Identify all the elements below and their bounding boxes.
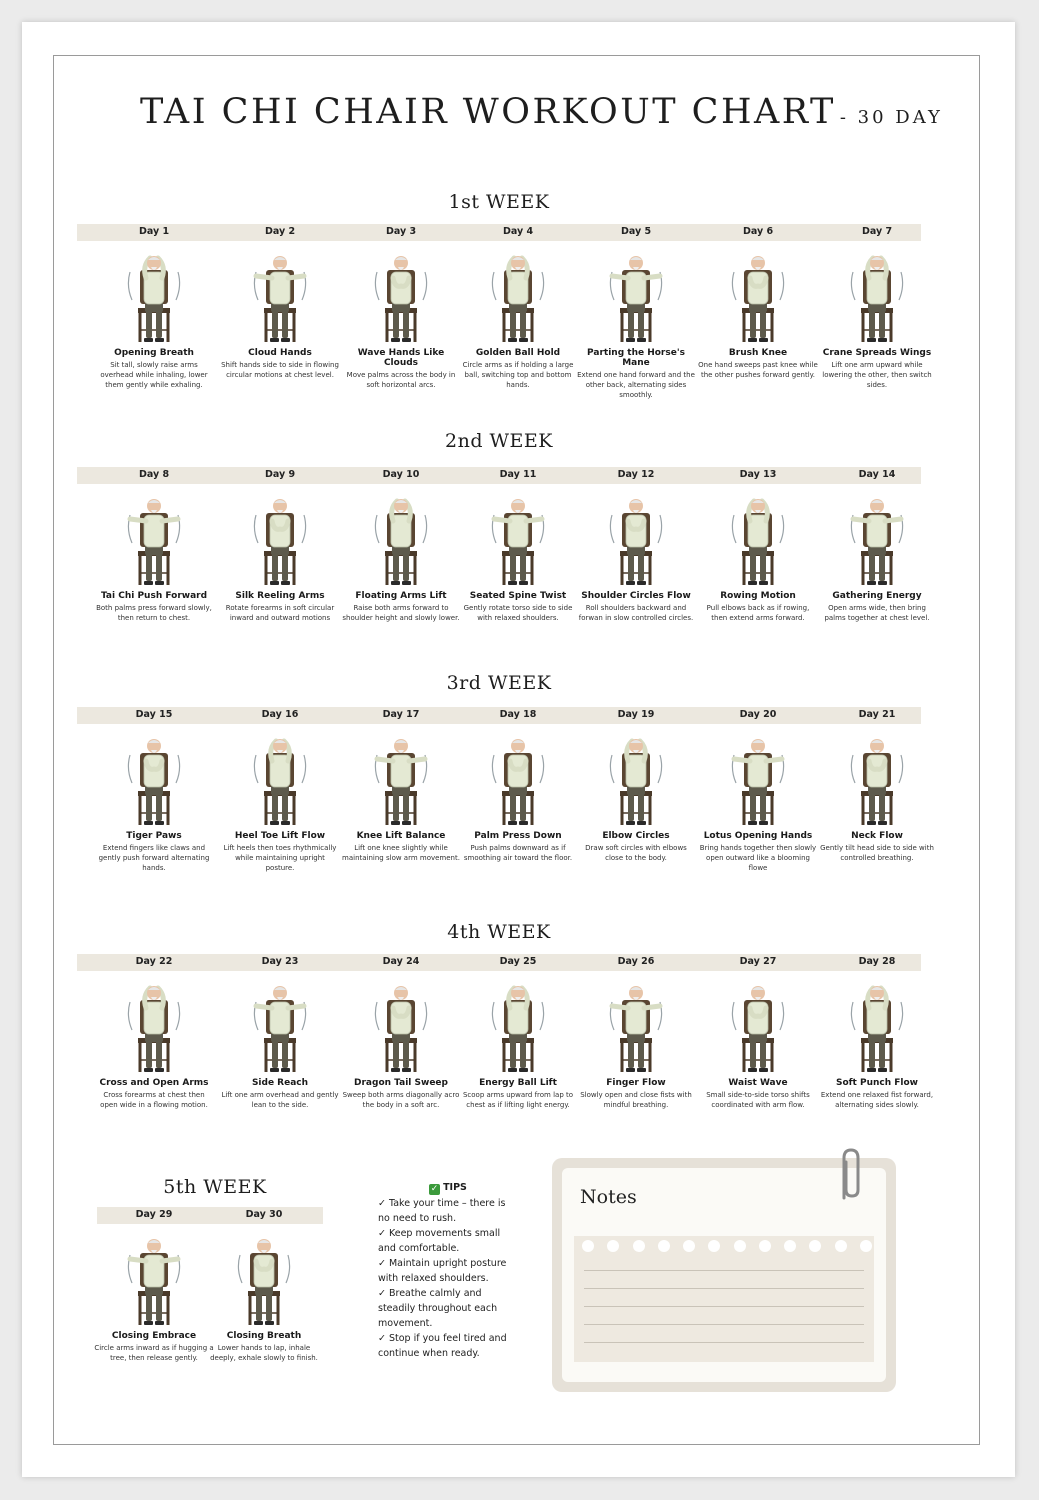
title-text: TAI CHI CHAIR WORKOUT CHART — [140, 92, 836, 132]
page-title — [140, 92, 943, 132]
exercise-name: Waist Wave — [728, 1078, 788, 1088]
exercise-name: Tiger Paws — [126, 831, 182, 841]
exercise-name: Energy Ball Lift — [479, 1078, 557, 1088]
tip-item: ✓ Maintain upright posture with relaxed shoulders. — [378, 1258, 507, 1284]
day-label: Day 22 — [135, 956, 173, 967]
exercise-description: Bring hands together then slowly open outward like a blooming flowe — [699, 844, 817, 872]
exercise-figure — [606, 976, 666, 1076]
exercise-name: Silk Reeling Arms — [235, 591, 325, 601]
tip-text: Keep movements small and comfortable. — [378, 1228, 501, 1254]
day-label: Day 25 — [499, 956, 537, 967]
exercise-name: Neck Flow — [851, 831, 903, 841]
day-label: Day 27 — [739, 956, 777, 967]
hole — [759, 1240, 771, 1252]
exercise-name: Crane Spreads Wings — [822, 348, 932, 358]
exercise-name: Golden Ball Hold — [475, 348, 561, 358]
hole — [607, 1240, 619, 1252]
exercise-description: Push palms downward as if smoothing air toward the floor. — [463, 844, 573, 862]
note-line — [584, 1270, 864, 1271]
exercise-figure — [847, 246, 907, 346]
tip-item: ✓ Take your time – there is no need to rush. — [378, 1198, 506, 1224]
exercise-figure — [847, 976, 907, 1076]
exercise-figure — [847, 489, 907, 589]
title-subtitle: - 30 DAY — [839, 107, 943, 128]
exercise-figure — [728, 489, 788, 589]
exercise-description: Pull elbows back as if rowing, then extend arms forward. — [706, 604, 810, 622]
paperclip-icon — [832, 1146, 868, 1204]
week-title: 2nd WEEK — [445, 430, 553, 452]
exercise-description: Extend one relaxed fist forward, alternating sides slowly. — [820, 1091, 934, 1109]
week-title: 1st WEEK — [448, 191, 550, 213]
tip-text: Breathe calmly and steadily throughout each movement. — [378, 1288, 498, 1329]
exercise-card — [458, 246, 578, 390]
hole — [835, 1240, 847, 1252]
tips-heading — [378, 1180, 518, 1195]
hole — [708, 1240, 720, 1252]
day-label: Day 2 — [264, 226, 296, 237]
exercise-name: Cloud Hands — [248, 348, 312, 358]
tips-panel — [378, 1180, 518, 1361]
exercise-description: Gently tilt head side to side with controlled breathing. — [820, 844, 934, 862]
exercise-card — [341, 976, 461, 1110]
exercise-description: Shift hands side to side in flowing circular motions at chest level. — [221, 361, 339, 379]
exercise-name: Soft Punch Flow — [835, 1078, 919, 1088]
exercise-description: Move palms across the body in soft horizontal arcs. — [346, 371, 456, 389]
exercise-description: Scoop arms upward from lap to chest as if lifting light energy. — [462, 1091, 574, 1109]
tip-text: Stop if you feel tired and continue when ready. — [378, 1333, 507, 1359]
day-header-bar — [97, 1207, 323, 1224]
exercise-card — [341, 729, 461, 863]
exercise-figure — [250, 976, 310, 1076]
exercise-card — [698, 976, 818, 1110]
exercise-name: Parting the Horse's Mane — [587, 348, 685, 368]
exercise-figure — [124, 246, 184, 346]
exercise-name: Closing Embrace — [111, 1331, 197, 1341]
day-label: Day 23 — [261, 956, 299, 967]
day-label: Day 9 — [264, 469, 296, 480]
hole — [683, 1240, 695, 1252]
exercise-figure — [250, 729, 310, 829]
exercise-description: Circle arms inward as if hugging a tree, then release gently. — [94, 1344, 214, 1362]
hole — [734, 1240, 746, 1252]
notepad-holes — [582, 1240, 872, 1254]
exercise-figure — [250, 246, 310, 346]
exercise-description: Sweep both arms diagonally acro the body in a soft arc. — [342, 1091, 460, 1109]
notes-title: Notes — [580, 1186, 637, 1208]
day-header-bar — [77, 467, 921, 484]
exercise-card — [458, 489, 578, 623]
day-label: Day 1 — [138, 226, 170, 237]
exercise-name: Knee Lift Balance — [356, 831, 446, 841]
exercise-figure — [488, 976, 548, 1076]
exercise-card — [94, 246, 214, 390]
day-header-bar — [77, 224, 921, 241]
exercise-figure — [124, 976, 184, 1076]
exercise-card — [94, 489, 214, 623]
exercise-description: Lift heels then toes rhythmically while maintaining upright posture. — [223, 844, 337, 872]
note-line — [584, 1324, 864, 1325]
exercise-description: Open arms wide, then bring palms together at chest level. — [824, 604, 930, 622]
tip-text: Take your time – there is no need to rush. — [378, 1198, 506, 1224]
exercise-name: Finger Flow — [606, 1078, 666, 1088]
note-line — [584, 1306, 864, 1307]
day-label: Day 10 — [382, 469, 420, 480]
day-label: Day 11 — [499, 469, 537, 480]
exercise-card — [220, 489, 340, 623]
exercise-description: Lift one knee slightly while maintaining slow arm movement. — [342, 844, 460, 862]
day-label: Day 5 — [620, 226, 652, 237]
exercise-card — [817, 489, 937, 623]
day-label: Day 30 — [245, 1209, 283, 1220]
day-label: Day 15 — [135, 709, 173, 720]
notes-panel — [552, 1158, 896, 1392]
week-title: 5th WEEK — [163, 1176, 267, 1198]
exercise-description: Lift one arm upward while lowering the other, then switch sides. — [822, 361, 932, 389]
exercise-figure — [371, 489, 431, 589]
day-label: Day 19 — [617, 709, 655, 720]
exercise-card — [698, 246, 818, 380]
day-label: Day 7 — [861, 226, 893, 237]
exercise-description: Extend one hand forward and the other back, alternating sides smoothly. — [577, 371, 695, 399]
day-label: Day 3 — [385, 226, 417, 237]
exercise-description: Sit tall, slowly raise arms overhead while inhaling, lower them gently while exhaling. — [100, 361, 208, 389]
exercise-description: Lower hands to lap, inhale deeply, exhale slowly to finish. — [210, 1344, 318, 1362]
exercise-name: Cross and Open Arms — [99, 1078, 209, 1088]
exercise-figure — [847, 729, 907, 829]
exercise-figure — [728, 246, 788, 346]
exercise-card — [94, 729, 214, 873]
exercise-card — [576, 246, 696, 400]
exercise-card — [220, 729, 340, 873]
day-label: Day 21 — [858, 709, 896, 720]
exercise-name: Side Reach — [251, 1078, 309, 1088]
hole — [860, 1240, 872, 1252]
exercise-card — [220, 976, 340, 1110]
exercise-name: Gathering Energy — [832, 591, 922, 601]
exercise-name: Lotus Opening Hands — [703, 831, 813, 841]
exercise-name: Shoulder Circles Flow — [581, 591, 691, 601]
hole — [582, 1240, 594, 1252]
exercise-name: Elbow Circles — [602, 831, 670, 841]
day-label: Day 28 — [858, 956, 896, 967]
day-label: Day 17 — [382, 709, 420, 720]
exercise-figure — [124, 729, 184, 829]
exercise-description: Both palms press forward slowly, then return to chest. — [96, 604, 212, 622]
exercise-card — [458, 729, 578, 863]
day-label: Day 4 — [502, 226, 534, 237]
exercise-card — [817, 976, 937, 1110]
day-label: Day 13 — [739, 469, 777, 480]
exercise-description: Raise both arms forward to shoulder height and slowly lower. — [342, 604, 460, 622]
day-label: Day 18 — [499, 709, 537, 720]
exercise-name: Palm Press Down — [474, 831, 562, 841]
check-icon: ✓ — [430, 1184, 439, 1194]
exercise-figure — [124, 1229, 184, 1329]
week-title: 4th WEEK — [447, 921, 551, 943]
exercise-figure — [488, 729, 548, 829]
exercise-card — [458, 976, 578, 1110]
tip-item: ✓ Breathe calmly and steadily throughout each movement. — [378, 1288, 498, 1329]
hole — [658, 1240, 670, 1252]
exercise-card — [817, 729, 937, 863]
tip-item: ✓ Keep movements small and comfortable. — [378, 1228, 501, 1254]
exercise-card — [576, 489, 696, 623]
exercise-figure — [234, 1229, 294, 1329]
hole — [784, 1240, 796, 1252]
exercise-name: Dragon Tail Sweep — [354, 1078, 448, 1088]
day-label: Day 29 — [135, 1209, 173, 1220]
exercise-description: Circle arms as if holding a large ball, switching top and bottom hands. — [462, 361, 574, 389]
exercise-description: Extend fingers like claws and gently push forward alternating hands. — [98, 844, 210, 872]
tips-heading-text: TIPS — [443, 1182, 467, 1193]
exercise-card — [341, 246, 461, 390]
exercise-name: Heel Toe Lift Flow — [234, 831, 326, 841]
exercise-card — [341, 489, 461, 623]
exercise-card — [94, 1229, 214, 1363]
day-header-bar — [77, 707, 921, 724]
exercise-description: One hand sweeps past knee while the other pushes forward gently. — [698, 361, 818, 379]
exercise-description: Slowly open and close fists with mindful breathing. — [580, 1091, 692, 1109]
day-label: Day 6 — [742, 226, 774, 237]
exercise-name: Rowing Motion — [720, 591, 796, 601]
exercise-card — [698, 729, 818, 873]
exercise-card — [576, 729, 696, 863]
exercise-figure — [371, 246, 431, 346]
exercise-figure — [488, 246, 548, 346]
notes-lines[interactable] — [574, 1236, 874, 1362]
exercise-card — [698, 489, 818, 623]
exercise-figure — [606, 729, 666, 829]
note-line — [584, 1342, 864, 1343]
exercise-figure — [124, 489, 184, 589]
tip-text: Maintain upright posture with relaxed shoulders. — [378, 1258, 507, 1284]
exercise-card — [204, 1229, 324, 1363]
exercise-description: Cross forearms at chest then open wide in a flowing motion. — [100, 1091, 208, 1109]
exercise-figure — [371, 729, 431, 829]
exercise-name: Tai Chi Push Forward — [100, 591, 208, 601]
hole — [633, 1240, 645, 1252]
exercise-description: Roll shoulders backward and forwan in slow controlled circles. — [578, 604, 694, 622]
exercise-name: Wave Hands Like Clouds — [357, 348, 445, 368]
exercise-name: Brush Knee — [728, 348, 788, 358]
day-label: Day 26 — [617, 956, 655, 967]
exercise-figure — [728, 729, 788, 829]
exercise-card — [576, 976, 696, 1110]
exercise-description: Gently rotate torso side to side with relaxed shoulders. — [463, 604, 573, 622]
day-label: Day 14 — [858, 469, 896, 480]
exercise-description: Rotate forearms in soft circular inward and outward motions — [225, 604, 335, 622]
day-header-bar — [77, 954, 921, 971]
exercise-description: Draw soft circles with elbows close to the body. — [585, 844, 687, 862]
exercise-name: Seated Spine Twist — [469, 591, 567, 601]
exercise-card — [220, 246, 340, 380]
exercise-card — [94, 976, 214, 1110]
exercise-description: Small side-to-side torso shifts coordinated with arm flow. — [706, 1091, 810, 1109]
exercise-figure — [250, 489, 310, 589]
day-label: Day 16 — [261, 709, 299, 720]
day-label: Day 24 — [382, 956, 420, 967]
exercise-name: Floating Arms Lift — [355, 591, 447, 601]
exercise-card — [817, 246, 937, 390]
exercise-description: Lift one arm overhead and gently lean to the side. — [221, 1091, 339, 1109]
exercise-name: Opening Breath — [114, 348, 194, 358]
hole — [809, 1240, 821, 1252]
exercise-figure — [371, 976, 431, 1076]
day-label: Day 20 — [739, 709, 777, 720]
exercise-figure — [488, 489, 548, 589]
day-label: Day 8 — [138, 469, 170, 480]
week-title: 3rd WEEK — [446, 672, 552, 694]
exercise-figure — [606, 246, 666, 346]
exercise-figure — [728, 976, 788, 1076]
exercise-figure — [606, 489, 666, 589]
day-label: Day 12 — [617, 469, 655, 480]
tip-item: ✓ Stop if you feel tired and continue when ready. — [378, 1333, 507, 1359]
exercise-name: Closing Breath — [226, 1331, 302, 1341]
note-line — [584, 1288, 864, 1289]
